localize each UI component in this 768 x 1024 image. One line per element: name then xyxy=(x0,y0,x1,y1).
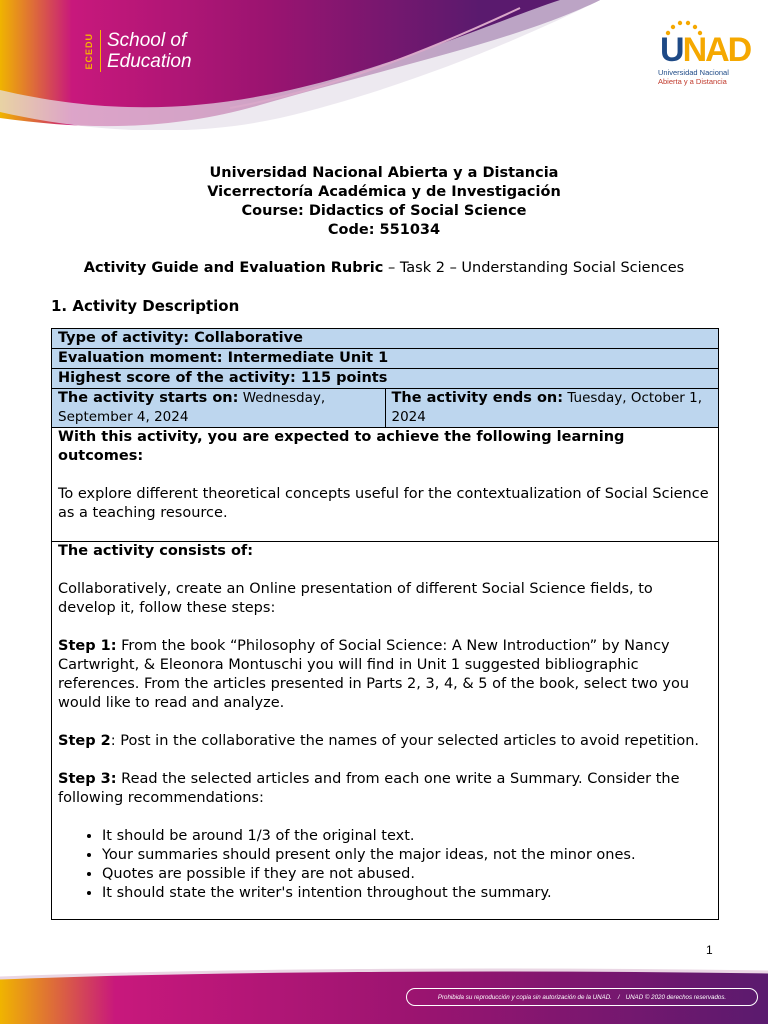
unad-wordmark: UNAD xyxy=(660,31,751,69)
activity-consists-cell xyxy=(52,542,719,920)
summary-recommendations-list xyxy=(58,827,712,903)
title-course: Course: Didactics of Social Science xyxy=(241,203,527,219)
ecedu-label: ECEDU xyxy=(84,32,94,70)
school-of-education-logo xyxy=(84,30,192,72)
document-titles xyxy=(0,164,768,240)
step-2: Step 2: Post in the collaborative the names of your selected articles to avoid repetition. xyxy=(58,733,700,749)
page-header xyxy=(0,0,768,130)
type-of-activity-cell: Type of activity: Collaborative xyxy=(52,329,719,349)
unad-subtitle-1: Universidad Nacional xyxy=(658,68,729,77)
title-vicerrectoria: Vicerrectoría Académica y de Investigación xyxy=(207,184,561,200)
highest-score-cell: Highest score of the activity: 115 points xyxy=(52,369,719,389)
guide-title-rest: – Task 2 – Understanding Social Sciences xyxy=(383,260,685,276)
unad-logo xyxy=(658,20,751,86)
footer-reproduction-notice: Prohibida su reproducción y copia sin autorización de la UNAD. xyxy=(437,993,612,1001)
unad-subtitle xyxy=(658,68,748,86)
step-1: Step 1: From the book “Philosophy of Social Science: A New Introduction” by Nancy Cartwright, & Eleonora Montuschi you will find in Unit 1 suggested bibliographic references. From the articles presented in Parts 2, 3, 4, & 5 of the book, select two you would like to read and analyze. xyxy=(58,638,690,711)
activity-start-cell xyxy=(52,389,386,428)
learning-outcomes-title: With this activity, you are expected to achieve the following learning outcomes: xyxy=(58,429,625,464)
school-line-1: School of xyxy=(107,30,187,51)
start-label: The activity starts on: xyxy=(58,390,239,406)
unad-subtitle-2: Abierta y a Distancia xyxy=(658,77,727,86)
activity-description-table xyxy=(51,328,719,920)
evaluation-moment-cell: Evaluation moment: Intermediate Unit 1 xyxy=(52,349,719,369)
start-date: Wednesday, September 4, 2024 xyxy=(58,390,326,425)
school-line-2: Education xyxy=(107,51,192,72)
guide-title-bold: Activity Guide and Evaluation Rubric xyxy=(83,260,384,276)
footer-copyright-pill xyxy=(406,988,758,1006)
footer-copyright: UNAD © 2020 derechos reservados. xyxy=(625,993,727,1001)
end-label: The activity ends on: xyxy=(391,390,564,406)
activity-end-cell xyxy=(385,389,719,428)
footer-separator: / xyxy=(617,993,620,1001)
school-name xyxy=(100,30,192,72)
list-item: • It should be around 1/3 of the original text. xyxy=(102,827,712,846)
step-3: Step 3: Read the selected articles and from each one write a Summary. Consider the following recommendations: xyxy=(58,771,680,806)
list-item: • It should state the writer's intention throughout the summary. xyxy=(102,884,712,903)
learning-outcomes-text: To explore different theoretical concepts useful for the contextualization of Social Science as a teaching resource. xyxy=(58,486,709,521)
list-item: • Your summaries should present only the major ideas, not the minor ones. xyxy=(102,846,712,865)
learning-outcomes-cell xyxy=(52,428,719,542)
activity-consists-intro: Collaboratively, create an Online presentation of different Social Science fields, to develop it, follow these steps: xyxy=(58,581,653,616)
page-number: 1 xyxy=(706,943,713,957)
activity-consists-title: The activity consists of: xyxy=(58,543,254,559)
section-title: 1. Activity Description xyxy=(51,297,240,315)
unad-mark xyxy=(658,20,751,69)
guide-title xyxy=(0,260,768,276)
page-footer xyxy=(0,968,768,1024)
title-code: Code: 551034 xyxy=(327,222,441,238)
list-item: • Quotes are possible if they are not abused. xyxy=(102,865,712,884)
title-university: Universidad Nacional Abierta y a Distancia xyxy=(209,165,559,181)
end-date: Tuesday, October 1, 2024 xyxy=(391,390,703,425)
